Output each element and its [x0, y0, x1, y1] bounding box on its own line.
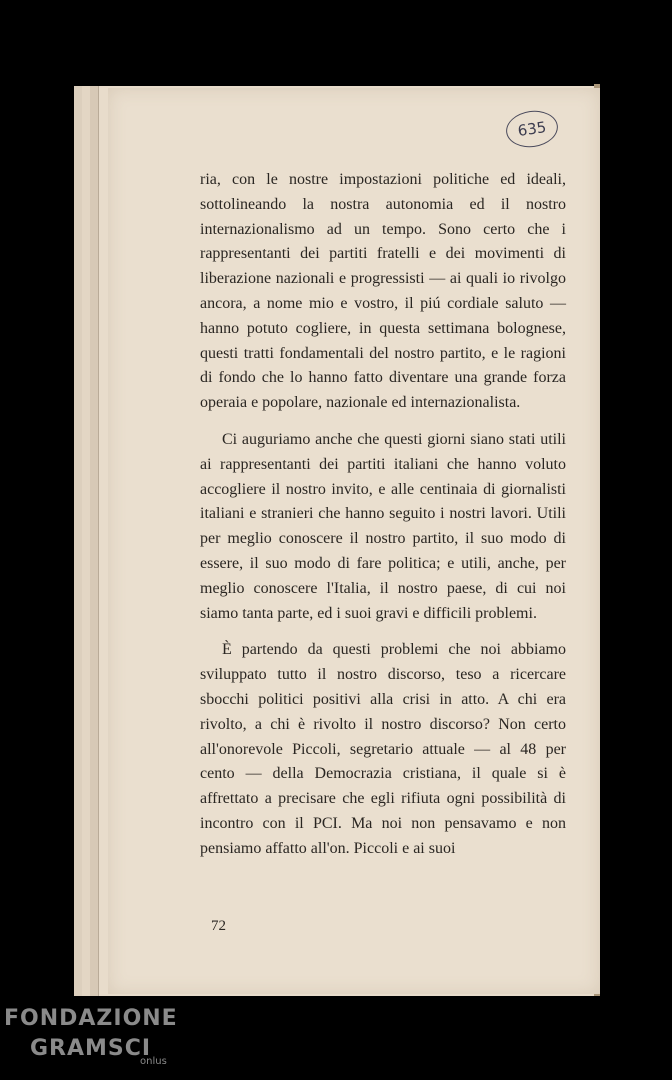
body-text: [200, 168, 566, 862]
page-edge: [90, 86, 99, 996]
logo-line-3: onlus: [140, 1056, 167, 1067]
page-number: 72: [211, 918, 226, 934]
paragraph-2: Ci auguriamo anche che questi giorni siano stati utili ai rappresentanti dei partiti italiani che hanno voluto accogliere il nostro invito, e alle centinaia di giornalisti italiani e stranieri che hanno seguito i nostri lavori. Utili per meglio conoscere il nostro partito, il suo modo di essere, il suo modo di fare politica; e utili, anche, per meglio conoscere l'Italia, il nostro paese, di cui noi siamo tanta parte, ed i suoi gravi e difficili problemi.: [200, 430, 566, 622]
logo-line-1: FONDAZIONE: [4, 1006, 178, 1031]
archive-stamp: 635: [504, 108, 561, 151]
logo-line-2: GRAMSCI: [30, 1036, 152, 1061]
paragraph-1: ria, con le nostre impostazioni politiche ed ideali, sottolineando la nostra autonomia ed il nostro internazionalismo ad un tempo. Sono certo che i rappresentanti dei partiti fratelli e dei movimenti di liberazione nazionali e progressisti — ai quali io rivolgo ancora, a nome mio e vostro, il piú cordiale saluto — hanno potuto cogliere, in questa settimana bolognese, questi tratti fondamentali del nostro partito, e le ragioni di fondo che lo hanno fatto diventare una grande forza operaia e popolare, nazionale ed internazionalista.: [200, 171, 566, 412]
fondazione-gramsci-logo: [4, 1006, 178, 1067]
paragraph-3: È partendo da questi problemi che noi abbiamo sviluppato tutto il nostro discorso, teso a ricercare sbocchi politici positivi alla crisi in atto. A chi era rivolto, a chi è rivolto il nostro discorso? Non certo all'onorevole Piccoli, segretario attuale — al 48 per cento — della Democrazia cristiana, il quale si è affrettato a precisare che egli rifiuta ogni possibilità di incontro con il PCI. Ma noi non pensavamo e non pensiamo affatto all'on. Piccoli e ai suoi: [200, 641, 566, 857]
